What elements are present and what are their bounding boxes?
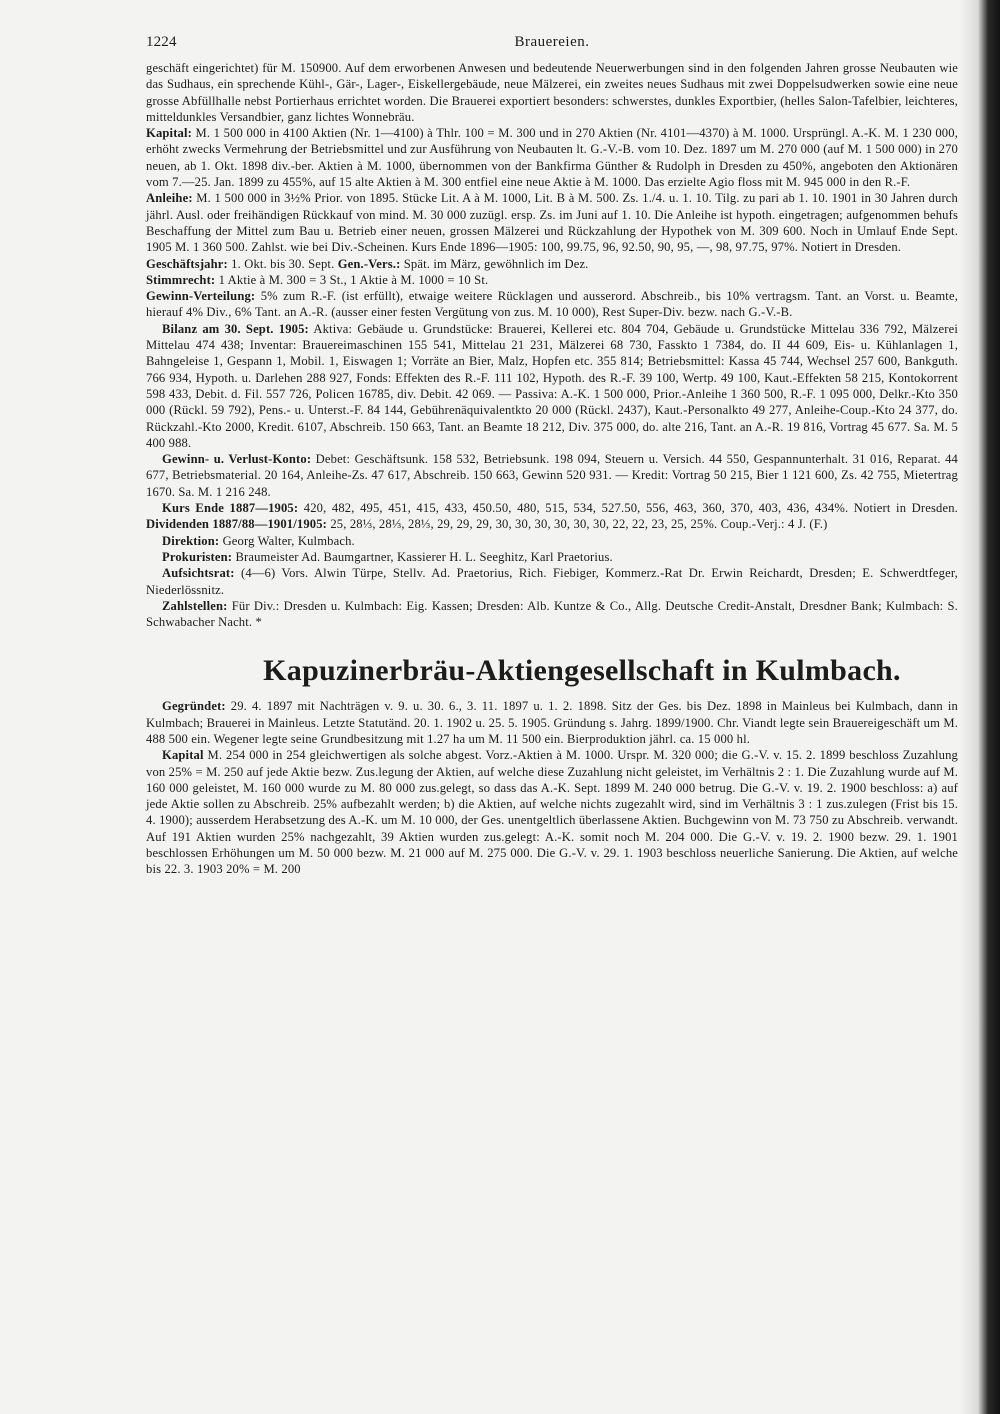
direktion-entry: Direktion: Georg Walter, Kulmbach. bbox=[162, 533, 355, 548]
aufsichtsrat-entry: Aufsichtsrat: (4—6) Vors. Alwin Türpe, Stellv. Ad. Praetorius, Rich. Fiebiger, Kommerz.-Rat Dr. Erwin Reichardt, Dresden; E. Schwerdtfeger, Niederlössnitz. bbox=[146, 566, 958, 597]
section1-intro: geschäft eingerichtet) für M. 150900. Auf dem erworbenen Anwesen und bedeutende Neuerwerbungen sind in den folgenden Jahren grosse Neubauten wie das Sudhaus, ein sprechende Kühl-, Gär-, Lager-, Eiskellergebäude, neue Mälzerei, ein zweites neues Sudhaus mit zwei Doppelsudwerken sowie eine neue grosse Abfüllhalle nebst Portierhaus errichtet worden. Die Brauerei exportiert besonders: schwerstes, dunkles Exportbier, (helles Salon-Tafelbier, leichteres, mitteldunkles Versandbier, ganz lichtes Wonnebräu. bbox=[146, 61, 958, 124]
gewinn-verteilung-label: Gewinn-Verteilung: bbox=[146, 289, 256, 304]
zahlstellen-label: Zahlstellen: bbox=[162, 598, 228, 613]
gegruendet-label: Gegründet: bbox=[162, 699, 226, 714]
geschaeftsjahr-entry: Geschäftsjahr: 1. Okt. bis 30. Sept. Gen.-Vers.: Spät. im März, gewöhnlich im Dez. bbox=[146, 256, 589, 271]
bilanz-entry: Bilanz am 30. Sept. 1905: Aktiva: Gebäude u. Grundstücke: Brauerei, Kellerei etc. 804 704, Gebäude u. Grundstücke Mittelau 336 792, Mälzerei Mittelau 474 438; Inventar: Brauereimaschinen 155 541, Mittelau 21 231, Mälzerei 68 730, Fasskto 1 7384, do. II 44 609, Eis- u. Kühlanlagen 1, Bahngeleise 1, Gespann 1, Mobil. 1, Eiswagen 1; Vorräte an Bier, Malz, Hopfen etc. 355 814; Betriebsmittel: Kassa 45 744, Wechsel 257 600, Bankguth. 766 934, Hypoth. u. Darlehen 288 927, Fonds: Effekten des R.-F. 111 102, Hypoth. des R.-F. 39 100, Wertp. 49 100, Kaut.-Effekten 58 215, Kontokorrent 598 433, Debit. d. Fil. 557 726, Policen 16785, div. Debit. 42 069. — Passiva: A.-K. 1 500 000, Prior.-Anleihe 1 360 500, R.-F. 1 095 000, Delkr.-Kto 350 000 (Rückl. 59 792), Pens.- u. Unterst.-F. 84 144, Gebührenäquivalentkto 20 000 (Rückl. 2437), Kaut.-Personalkto 49 277, Anleihe-Coup.-Kto 24 377, do. Rückzahl.-Kto 2000, Kredit. 6107, Abschreib. 150 663, Tant. an Beamte 18 212, Div. 375 000, do. alte 216, Tant. an A.-R. 19 816, Vortrag 45 677. Sa. M. 5 400 988. bbox=[146, 321, 958, 450]
kapital-label: Kapital: bbox=[146, 126, 192, 141]
page-header bbox=[146, 34, 958, 60]
zahlstellen-entry: Zahlstellen: Für Div.: Dresden u. Kulmbach: Eig. Kassen; Dresden: Alb. Kuntze & Co., Allg. Deutsche Credit-Anstalt, Dresdner Bank; Kulmbach: S. Schwabacher Nacht. * bbox=[146, 598, 958, 630]
page-number: 1224 bbox=[146, 34, 177, 50]
dividenden-label: Dividenden 1887/88—1901/1905: bbox=[146, 517, 328, 532]
prokuristen-entry: Prokuristen: Braumeister Ad. Baumgartner, Kassierer H. L. Seeghitz, Karl Praetorius. bbox=[162, 549, 613, 564]
geschaeftsjahr-label: Geschäftsjahr: bbox=[146, 256, 228, 271]
aufsichtsrat-label: Aufsichtsrat: bbox=[162, 566, 235, 581]
anleihe-label: Anleihe: bbox=[146, 191, 193, 206]
kapital-entry: Kapital: M. 1 500 000 in 4100 Aktien (Nr. 1—4100) à Thlr. 100 = M. 300 und in 270 Aktien (Nr. 4101—4370) à M. 1000. Ursprüngl. A.-K. M. 1 230 000, erhöht zwecks Vermehrung der Betriebsmittel und zur Ausführung von Neubauten lt. G.-V.-B. vom 10. Dez. 1897 um M. 270 000 (auf M. 1 500 000) in 270 neuen, ab 1. Okt. 1898 div.-ber. Aktien à M. 1000, übernommen von der Bankfirma Günther & Rudolph in Dresden zu 450%, angeboten den Aktionären vom 7.—25. Jan. 1899 zu 455%, auf 15 alte Aktien à M. 300 entfiel eine neue Aktie à M. 1000. Das erzielte Agio floss mit M. 945 000 in den R.-F. bbox=[146, 126, 958, 190]
prokuristen-label: Prokuristen: bbox=[162, 549, 233, 564]
guv-entry: Gewinn- u. Verlust-Konto: Debet: Geschäftsunk. 158 532, Betriebsunk. 198 094, Steuern u. Versich. 44 550, Gespannunterhalt. 31 016, Reparat. 44 677, Betriebsmaterial. 20 164, Anleihe-Zs. 47 617, Abschreib. 150 663, Gewinn 520 931. — Kredit: Vortrag 50 215, Bier 1 121 600, Zs. 42 755, Mietertrag 1670. Sa. M. 1 216 248. bbox=[146, 452, 958, 499]
anleihe-entry: Anleihe: M. 1 500 000 in 3½% Prior. von 1895. Stücke Lit. A à M. 1000, Lit. B à M. 500. Zs. 1./4. u. 1. 10. Tilg. zu pari ab 1. 10. 1901 in 30 Jahren durch jährl. Ausl. oder freihändigen Rückkauf von mind. M. 30 000 zuzügl. ersp. Zs. im Juni auf 1. 10. Die Anleihe ist hypoth. eingetragen; aufgenommen behufs Beschaffung der Mittel zum Bau u. Betrieb einer neuen, grossen Mälzerei und Rückzahlung der Hypothek von M. 309 600. Noch in Umlauf Ende Sept. 1905 M. 1 360 500. Zahlst. wie bei Div.-Scheinen. Kurs Ende 1896—1905: 100, 99.75, 96, 92.50, 90, 95, —, 98, 97.75, 97%. Notiert in Dresden. bbox=[146, 191, 958, 255]
kapital2-label: Kapital bbox=[162, 748, 204, 763]
gen-vers-label: Gen.-Vers.: bbox=[337, 256, 401, 271]
kurs-dividenden-entry: Kurs Ende 1887—1905: 420, 482, 495, 451, 415, 433, 450.50, 480, 515, 534, 527.50, 556, 463, 360, 370, 403, 436, 434%. Notiert in Dresden. Dividenden 1887/88—1901/1905: 25, 28⅓, 28⅓, 28⅓, 29, 29, 29, 30, 30, 30, 30, 30, 30, 22, 22, 23, 25, 25%. Coup.-Verj.: 4 J. (F.) bbox=[146, 501, 958, 532]
direktion-label: Direktion: bbox=[162, 533, 220, 548]
guv-label: Gewinn- u. Verlust-Konto: bbox=[162, 452, 312, 467]
stimmrecht-label: Stimmrecht: bbox=[146, 272, 216, 287]
gegruendet-entry: Gegründet: 29. 4. 1897 mit Nachträgen v. 9. u. 30. 6., 3. 11. 1897 u. 1. 2. 1898. Sitz der Ges. bis Dez. 1898 in Mainleus bei Kulmbach, dann in Kulmbach; Brauerei in Mainleus. Letzte Statutänd. 20. 1. 1902 u. 25. 5. 1905. Gründung s. Jahrg. 1899/1900. Chr. Viandt legte sein Brauereigeschäft um M. 488 500 ein. Wegener legte seine Grundbesitzung mit 1.27 ha um M. 11 500 ein. Bierproduktion jährl. ca. 15 000 hl. bbox=[146, 699, 958, 746]
kapital2-entry: Kapital M. 254 000 in 254 gleichwertigen als solche abgest. Vorz.-Aktien à M. 1000. Urspr. M. 320 000; die G.-V. v. 15. 2. 1899 beschloss Zuzahlung von 25% = M. 250 auf jede Aktie bezw. Zus.legung der Aktien, auf welche diese Zuzahlung nicht geleistet, im Verhältnis 2 : 1. Die Zuzahlung wurde auf M. 160 000 geleistet, M. 160 000 wurde zu M. 80 000 zus.gelegt, so dass das A.-K. Sept. 1899 M. 240 000 betrug. Die G.-V. v. 19. 2. 1900 beschloss: a) auf jede Aktie sollen zu Abschreib. 25% aufbezahlt werden; b) die Aktien, auf welche nichts zugezahlt wird, sind im Verhältnis 3 : 1 zus.zulegen (Frist bis 15. 4. 1900); ausserdem Herabsetzung des A.-K. um M. 10 000, der Ges. unentgeltlich überlassene Aktien. Buchgewinn von M. 73 750 zu Abschreib. verwandt. Auf 191 Aktien wurden 25% nachgezahlt, 39 Aktien wurden zus.gelegt: A.-K. somit noch M. 204 000. Die G.-V. v. 19. 2. 1900 bezw. 29. 1. 1901 beschlossen Erhöhungen um M. 50 000 bezw. M. 21 000 auf M. 275 000. Die G.-V. v. 29. 1. 1903 beschloss neuerliche Sanierung. Die Aktien, auf welche bis 22. 3. 1903 20% = M. 200 bbox=[146, 748, 958, 877]
document-page bbox=[146, 34, 958, 878]
page-edge-shadow bbox=[960, 0, 1000, 1414]
stimmrecht-entry: Stimmrecht: 1 Aktie à M. 300 = 3 St., 1 Aktie à M. 1000 = 10 St. bbox=[146, 272, 489, 287]
running-title: Brauereien. bbox=[514, 34, 590, 50]
bilanz-label: Bilanz am 30. Sept. 1905: bbox=[162, 321, 309, 336]
kurs-label: Kurs Ende 1887—1905: bbox=[162, 501, 299, 516]
company-title: Kapuzinerbräu-Aktiengesellschaft in Kulmbach. bbox=[263, 654, 901, 688]
gewinn-verteilung-entry: Gewinn-Verteilung: 5% zum R.-F. (ist erfüllt), etwaige weitere Rücklagen und ausserord. Abschreib., bis 10% vertragsm. Tant. an Vorst. u. Beamte, hierauf 4% Div., 6% Tant. an A.-R. (ausser einer festen Vergütung von zus. M. 10 000), Rest Super-Div. bezw. nach G.-V.-B. bbox=[146, 289, 958, 320]
